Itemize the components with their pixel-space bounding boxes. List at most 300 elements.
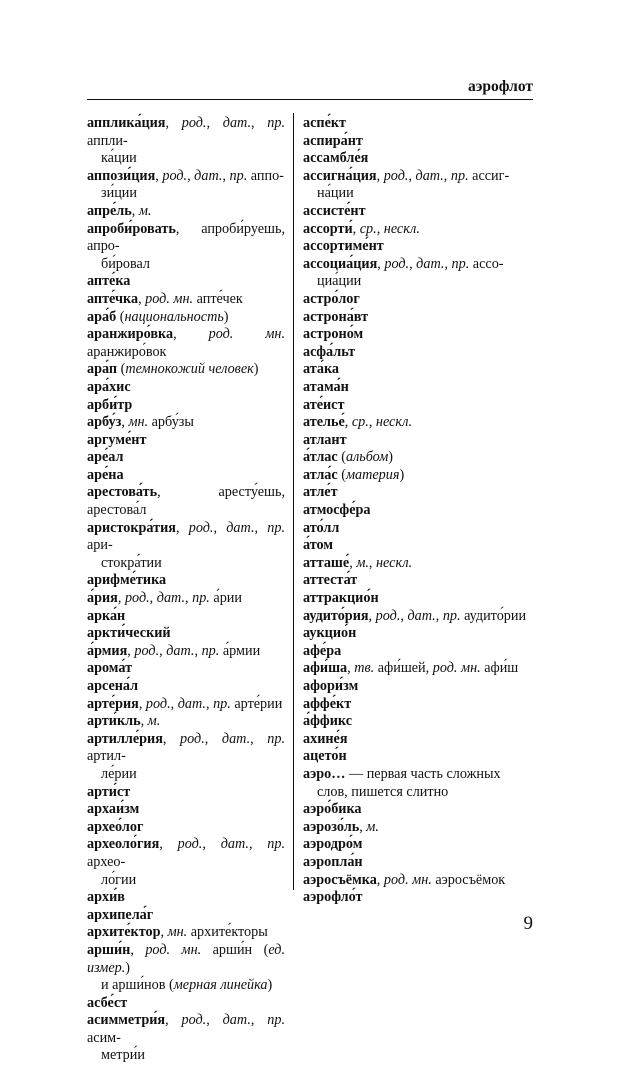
entry-text: (: [116, 308, 125, 325]
entry-text: ка́ции: [101, 150, 137, 167]
dictionary-entry: [87, 291, 285, 309]
entry-continuation: [87, 1047, 285, 1065]
headword: афори́зм: [303, 678, 359, 694]
entry-text: ,: [194, 642, 202, 659]
dictionary-entry: [87, 889, 285, 907]
entry-text: ): [399, 466, 405, 483]
grammar-note: род. мн.: [145, 941, 202, 958]
headword: аэродро́м: [303, 836, 363, 853]
dictionary-entry: [87, 309, 285, 327]
headword: апте́ка: [87, 273, 131, 290]
grammar-note: пр.: [267, 1012, 286, 1029]
dictionary-entry: [303, 502, 533, 520]
dictionary-entry: [87, 361, 285, 379]
grammar-note: дат.: [166, 642, 195, 659]
dictionary-entry: [303, 432, 533, 450]
headword: арби́тр: [87, 396, 133, 413]
entry-text: ,: [377, 255, 385, 272]
grammar-note: альбом: [345, 449, 389, 466]
entry-text: ): [267, 977, 273, 994]
headword: архео́лог: [87, 818, 144, 835]
grammar-note: ср.: [359, 220, 377, 237]
entry-text: ,: [435, 607, 443, 624]
entry-text: аэросъёмок: [431, 871, 506, 888]
entry-text: ,: [131, 202, 139, 219]
grammar-note: нескл.: [375, 414, 413, 431]
entry-text: ,: [254, 519, 268, 536]
entry-text: арши́н (: [201, 941, 269, 958]
dictionary-entry: [87, 836, 285, 889]
dictionary-entry: [303, 291, 533, 309]
dictionary-entry: [87, 572, 285, 590]
grammar-note: пр.: [267, 730, 285, 747]
headword: арка́н: [87, 607, 126, 624]
headword: археоло́гия: [87, 836, 160, 853]
headword: аттеста́т: [303, 572, 358, 589]
headword: аэрофло́т: [303, 889, 363, 906]
entry-continuation: [87, 185, 285, 203]
dictionary-entry: [303, 221, 533, 239]
headword: архите́ктор: [87, 924, 161, 941]
headword: арти́кль: [87, 713, 141, 730]
running-head: аэрофлот: [467, 78, 533, 95]
dictionary-entry: [303, 555, 533, 573]
entry-text: (: [117, 361, 126, 378]
entry-text: аппли-: [87, 132, 128, 149]
headword: аукцио́н: [303, 625, 357, 642]
headword: а́рмия: [87, 642, 128, 659]
headword: атле́т: [303, 484, 338, 501]
grammar-note: род. мн.: [432, 660, 481, 677]
entry-text: ,: [159, 642, 167, 659]
dictionary-entry: [87, 203, 285, 221]
entry-continuation: [303, 784, 533, 802]
headword: аранжиро́вка: [87, 326, 174, 343]
entry-text: а́рии: [209, 590, 242, 607]
entry-text: ,: [162, 730, 181, 747]
grammar-note: пр.: [450, 167, 469, 184]
dictionary-entry: [87, 660, 285, 678]
entry-text: ,: [222, 167, 230, 184]
headword: а́ффикс: [303, 713, 353, 730]
entry-text: би́ровал: [101, 255, 151, 272]
grammar-note: дат.: [222, 1012, 251, 1029]
dictionary-entry: [87, 678, 285, 696]
headword: атлант: [303, 431, 347, 448]
entry-text: ): [125, 959, 131, 976]
headword: архаи́зм: [87, 801, 140, 818]
entry-text: ,: [368, 607, 376, 624]
dictionary-entry: [87, 784, 285, 802]
dictionary-entry: [87, 467, 285, 485]
dictionary-entry: [87, 432, 285, 450]
headword: ара́б: [87, 308, 117, 325]
headword: афи́ша: [303, 660, 348, 677]
dictionary-entry: [303, 625, 533, 643]
entry-text: арте́рии: [230, 695, 283, 712]
dictionary-entry: [87, 449, 285, 467]
dictionary-entry: [303, 168, 533, 203]
dictionary-entry: [303, 854, 533, 872]
entry-text: ,: [170, 695, 178, 712]
entry-continuation: [303, 185, 533, 203]
entry-text: — первая часть сложных: [345, 765, 501, 782]
dictionary-entry: [303, 379, 533, 397]
grammar-note: нескл.: [376, 554, 413, 571]
grammar-note: пр.: [267, 519, 286, 536]
entry-text: артил-: [87, 748, 126, 765]
dictionary-entry: [87, 995, 285, 1013]
grammar-note: пр.: [442, 607, 461, 624]
entry-text: зи́ции: [101, 185, 137, 202]
grammar-note: род.: [124, 590, 150, 607]
grammar-note: м.: [356, 554, 369, 571]
dictionary-entry: [87, 924, 285, 942]
headword: архипела́г: [87, 906, 154, 923]
entry-text: аранжиро́вок: [87, 343, 167, 360]
grammar-note: дат.: [407, 607, 436, 624]
headword: аэросъёмка: [303, 871, 377, 888]
entry-text: ,: [250, 730, 268, 747]
dictionary-entry: [87, 590, 285, 608]
headword: атмосфе́ра: [303, 502, 371, 519]
entry-text: стокра́тии: [101, 554, 162, 571]
grammar-note: материя: [345, 466, 400, 483]
grammar-note: нескл.: [383, 220, 420, 237]
entry-text: ,: [202, 836, 221, 853]
grammar-note: м.: [138, 202, 152, 219]
dictionary-entry: [87, 713, 285, 731]
headword: атташе́: [303, 554, 350, 571]
headword: ара́хис: [87, 378, 131, 395]
dictionary-entry: [87, 397, 285, 415]
grammar-note: род.: [375, 607, 401, 624]
grammar-note: пр.: [267, 115, 286, 131]
entry-text: циа́ции: [317, 273, 362, 290]
dictionary-entry: [303, 361, 533, 379]
entry-text: ,: [205, 695, 214, 712]
headword: аспе́кт: [303, 115, 347, 131]
headword: аэропла́н: [303, 853, 363, 870]
grammar-note: ср.: [351, 414, 369, 431]
headword: ассорти́: [303, 220, 353, 237]
headword: аттракцио́н: [303, 590, 379, 607]
dictionary-entry: [303, 256, 533, 291]
headword: арти́ст: [87, 783, 131, 800]
dictionary-entry: [87, 168, 285, 203]
grammar-note: тв.: [354, 660, 375, 677]
headword: аре́на: [87, 466, 124, 483]
page-number: 9: [523, 913, 533, 934]
grammar-note: дат.: [194, 167, 223, 184]
entry-text: ле́рии: [101, 765, 137, 782]
grammar-note: род.: [162, 167, 188, 184]
entry-text: ,: [155, 167, 163, 184]
dictionary-entry: [303, 115, 533, 133]
entry-text: ,: [376, 220, 384, 237]
headword: атама́н: [303, 378, 349, 395]
headword: ато́лл: [303, 519, 340, 536]
headword: а́тлас: [303, 449, 338, 466]
entry-text: ,: [347, 660, 355, 677]
grammar-note: дат.: [416, 255, 445, 272]
dictionary-entry: [87, 608, 285, 626]
entry-text: ,: [117, 590, 125, 607]
headword: астроно́м: [303, 326, 364, 343]
entry-text: ,: [443, 167, 451, 184]
entry-text: ,: [159, 836, 178, 853]
entry-text: асим-: [87, 1029, 121, 1046]
entry-text: ,: [173, 326, 209, 343]
entry-text: аудито́рии: [460, 607, 527, 624]
entry-text: ,: [160, 924, 168, 941]
headword: аппози́ция: [87, 167, 156, 184]
entry-text: метри́и: [101, 1047, 145, 1064]
grammar-note: род.: [177, 836, 203, 853]
entry-text: , апроби́руешь, апро-: [87, 220, 285, 255]
entry-text: ,: [408, 167, 416, 184]
headword: арома́т: [87, 660, 133, 677]
dictionary-entry: [87, 379, 285, 397]
dictionary-entry: [87, 484, 285, 519]
grammar-note: национальность: [124, 308, 224, 325]
grammar-note: мн.: [128, 414, 149, 431]
entry-text: ,: [213, 519, 227, 536]
dictionary-entry: [303, 449, 533, 467]
headword: арестова́ть: [87, 484, 158, 501]
dictionary-entry: [303, 766, 533, 801]
grammar-note: дат.: [221, 730, 251, 747]
dictionary-entry: [303, 660, 533, 678]
entry-continuation: [87, 150, 285, 168]
entry-text: слов, пишется слитно: [317, 783, 449, 800]
dictionary-entry: [303, 643, 533, 661]
grammar-note: мн.: [167, 924, 188, 941]
headword: арифме́тика: [87, 572, 167, 589]
headword: артилле́рия: [87, 730, 163, 747]
grammar-note: темнокожий человек: [125, 361, 254, 378]
grammar-note: род.: [384, 255, 410, 272]
headword: апте́чка: [87, 290, 139, 307]
headword: апроби́ровать: [87, 220, 176, 237]
entry-text: на́ции: [317, 185, 354, 202]
dictionary-entry: [87, 801, 285, 819]
grammar-note: род. мн.: [145, 290, 194, 307]
dictionary-entry: [303, 608, 533, 626]
entry-text: ло́гии: [101, 871, 137, 888]
grammar-note: дат.: [415, 167, 444, 184]
entry-text: ,: [368, 414, 376, 431]
grammar-note: род. мн.: [208, 326, 285, 343]
headword: ассисте́нт: [303, 202, 366, 219]
headword: асфа́льт: [303, 343, 356, 360]
headword: апплика́ция: [87, 115, 166, 131]
grammar-note: пр.: [192, 590, 210, 607]
dictionary-entry: [303, 484, 533, 502]
entry-text: ,: [349, 554, 357, 571]
headword: аргуме́нт: [87, 431, 147, 448]
headword: асимметри́я: [87, 1012, 166, 1029]
right-column: [303, 115, 533, 907]
dictionary-entry: [87, 273, 285, 291]
dictionary-entry: [303, 133, 533, 151]
dictionary-entry: [303, 889, 533, 907]
headword: астрона́вт: [303, 308, 369, 325]
entry-text: аппо-: [247, 167, 284, 184]
dictionary-entry: [87, 731, 285, 784]
grammar-note: род.: [383, 167, 409, 184]
entry-continuation: [87, 766, 285, 784]
headword: ара́п: [87, 361, 118, 378]
dictionary-entry: [87, 115, 285, 168]
grammar-note: род. мн.: [383, 871, 432, 888]
entry-text: афи́ш: [480, 660, 519, 677]
dictionary-entry: [303, 836, 533, 854]
headword: аристокра́тия: [87, 519, 176, 536]
column-divider: [293, 113, 294, 890]
entry-text: ,: [130, 941, 146, 958]
entry-text: арбу́зы: [148, 414, 194, 431]
entry-text: архео-: [87, 853, 126, 870]
entry-text: ,: [409, 255, 417, 272]
entry-text: ,: [165, 1012, 182, 1029]
dictionary-entry: [87, 643, 285, 661]
grammar-note: мерная линейка: [173, 977, 268, 994]
headword: а́рия: [87, 590, 118, 607]
header-rule: [87, 99, 533, 100]
entry-text: ,: [368, 554, 377, 571]
entry-continuation: [87, 872, 285, 890]
entry-text: ,: [127, 642, 135, 659]
grammar-note: дат.: [222, 115, 252, 131]
dictionary-entry: [87, 520, 285, 573]
headword: ассоциа́ция: [303, 255, 378, 272]
entry-text: ,: [248, 836, 268, 853]
dictionary-entry: [303, 150, 533, 168]
headword: арте́рия: [87, 695, 139, 712]
grammar-note: дат.: [156, 590, 186, 607]
entry-text: а́рмии: [219, 642, 261, 659]
headword: астро́лог: [303, 290, 360, 307]
grammar-note: м.: [366, 818, 379, 835]
grammar-note: род.: [181, 1012, 207, 1029]
entry-continuation: [87, 977, 285, 995]
headword: а́том: [303, 537, 333, 554]
grammar-note: пр.: [201, 642, 220, 659]
grammar-note: пр.: [451, 255, 470, 272]
headword: ахине́я: [303, 730, 348, 747]
dictionary-entry: [303, 801, 533, 819]
entry-text: ,: [138, 290, 146, 307]
headword: атла́с: [303, 466, 338, 483]
dictionary-entry: [303, 537, 533, 555]
headword: ассигна́ция: [303, 167, 377, 184]
entry-text: ,: [376, 871, 384, 888]
dictionary-entry: [87, 907, 285, 925]
entry-text: ,: [359, 818, 367, 835]
grammar-note: дат.: [226, 519, 255, 536]
entry-text: (: [337, 449, 346, 466]
dictionary-entry: [303, 203, 533, 221]
headword: ассортиме́нт: [303, 238, 384, 255]
entry-continuation: [87, 256, 285, 274]
dictionary-entry: [303, 696, 533, 714]
headword: ате́ист: [303, 396, 345, 413]
entry-text: ,: [376, 167, 384, 184]
entry-text: и арши́нов (: [101, 977, 174, 994]
headword: архи́в: [87, 889, 125, 906]
dictionary-entry: [303, 238, 533, 256]
entry-text: ,: [121, 414, 129, 431]
headword: аэро…: [303, 765, 346, 782]
headword: ателье́: [303, 414, 345, 431]
headword: аудито́рия: [303, 607, 369, 624]
entry-text: ,: [206, 1012, 223, 1029]
left-column: [87, 115, 285, 1065]
headword: аспира́нт: [303, 132, 363, 149]
dictionary-entry: [303, 414, 533, 432]
entry-text: ,: [352, 220, 360, 237]
dictionary-entry: [303, 467, 533, 485]
headword: аффе́кт: [303, 695, 352, 712]
grammar-note: род.: [145, 695, 171, 712]
entry-text: (: [337, 466, 346, 483]
headword: ата́ка: [303, 361, 340, 378]
dictionary-entry: [87, 819, 285, 837]
entry-text: ,: [206, 115, 223, 131]
entry-text: афи́шей,: [374, 660, 433, 677]
headword: арши́н: [87, 941, 131, 958]
grammar-note: м.: [147, 713, 161, 730]
headword: апре́ль: [87, 202, 132, 219]
entry-text: ): [388, 449, 394, 466]
headword: аре́ал: [87, 449, 124, 466]
grammar-note: род.: [181, 115, 207, 131]
dictionary-entry: [303, 590, 533, 608]
entry-text: , аресту́ешь, арестова́л: [87, 484, 285, 519]
entry-text: апте́чек: [193, 290, 243, 307]
dictionary-entry: [303, 520, 533, 538]
entry-text: ассо-: [469, 255, 504, 272]
dictionary-entry: [303, 397, 533, 415]
headword: аэро́бика: [303, 801, 362, 818]
grammar-note: дат.: [220, 836, 249, 853]
grammar-note: пр.: [267, 836, 286, 853]
grammar-note: пр.: [213, 695, 231, 712]
headword: арсена́л: [87, 678, 139, 694]
entry-text: ,: [187, 167, 195, 184]
grammar-note: род.: [134, 642, 160, 659]
entry-text: ,: [138, 695, 146, 712]
dictionary-entry: [303, 309, 533, 327]
entry-text: ,: [185, 590, 193, 607]
entry-text: ,: [165, 115, 182, 131]
grammar-note: род.: [188, 519, 214, 536]
entry-text: ,: [140, 713, 148, 730]
dictionary-entry: [87, 625, 285, 643]
dictionary-entry: [303, 748, 533, 766]
entry-text: ари-: [87, 537, 113, 554]
entry-text: ,: [250, 1012, 268, 1029]
dictionary-entry: [87, 326, 285, 361]
grammar-note: род.: [180, 730, 205, 747]
entry-text: ): [253, 361, 259, 378]
entry-continuation: [303, 273, 533, 291]
grammar-note: дат.: [177, 695, 206, 712]
entry-text: ,: [175, 519, 189, 536]
dictionary-entry: [303, 731, 533, 749]
headword: арбу́з: [87, 414, 122, 431]
